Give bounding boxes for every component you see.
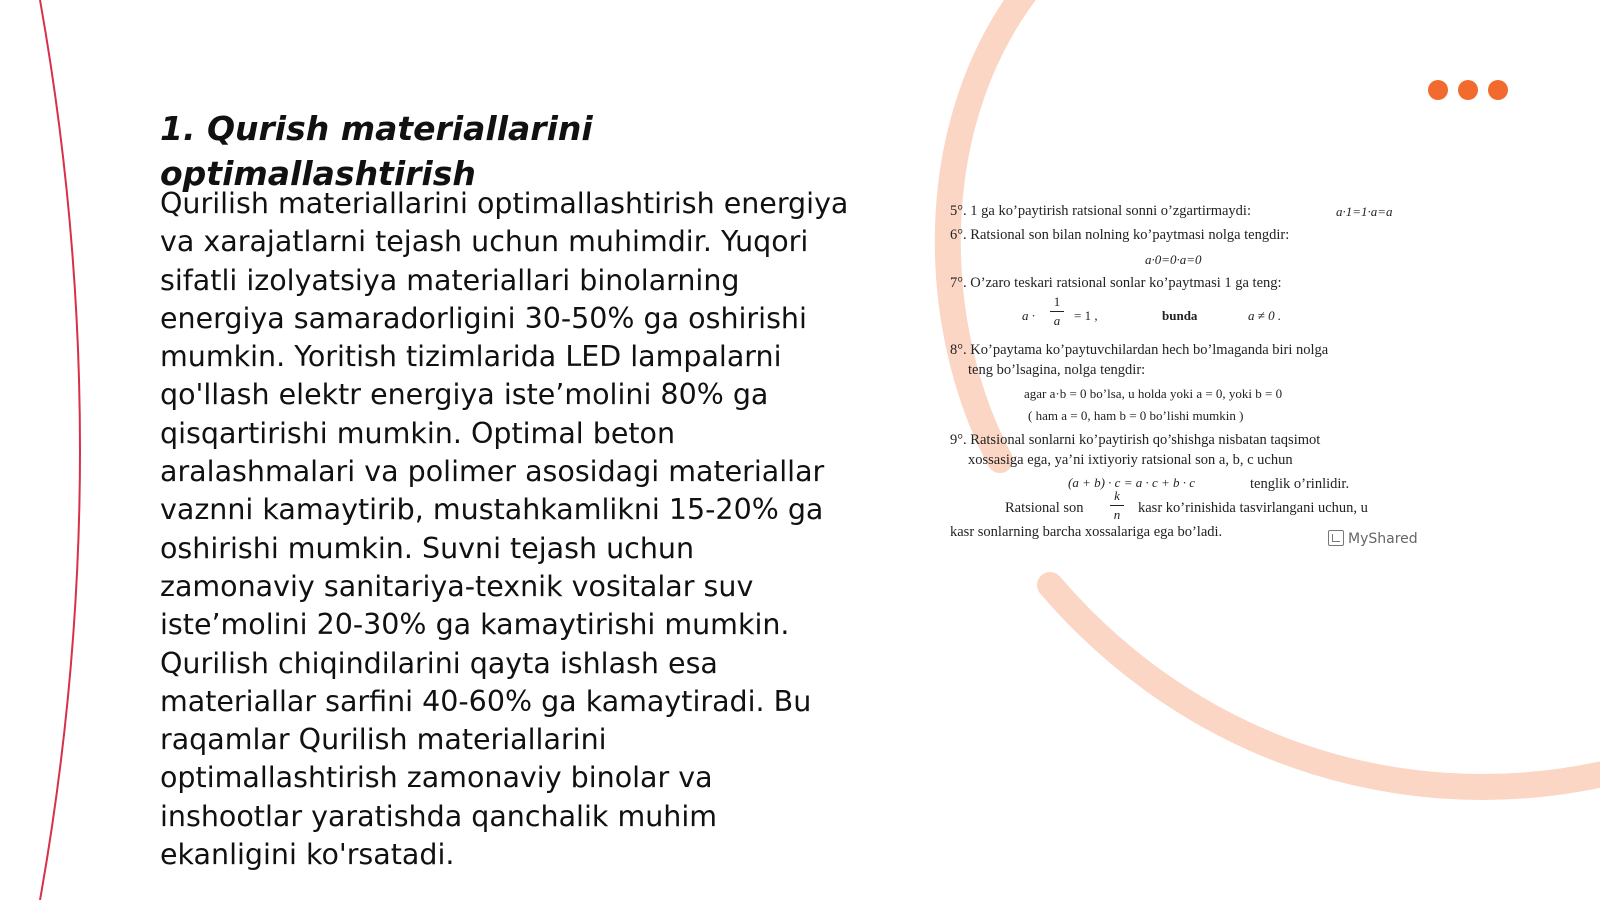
fraction-bar (1050, 311, 1064, 312)
property-8-formula-line1: agar a·b = 0 bo’lsa, u holda yoki a = 0, yoki b = 0 (1024, 386, 1283, 401)
fraction-denominator: n (1113, 507, 1121, 522)
dot-icon (1488, 80, 1508, 100)
fraction-numerator: 1 (1053, 294, 1061, 309)
property-8-text-line2: teng bo’lsagina, nolga tengdir: (968, 362, 1146, 378)
myshared-logo-icon (1328, 530, 1344, 546)
property-6-formula: a·0=0·a=0 (1145, 252, 1202, 267)
property-7-fraction (1050, 294, 1064, 329)
property-5-text: 5°. 1 ga ko’paytirish ratsional sonni o’zgartirmaydi: (950, 203, 1251, 219)
fraction-numerator: k (1114, 488, 1120, 503)
math-properties-image (950, 196, 1430, 566)
rational-note-end: kasr ko’rinishida tasvirlangani uchun, u (1138, 500, 1368, 516)
orange-arc-bottom (1050, 585, 1600, 787)
property-8-text-line1: 8°. Ko’paytama ko’paytuvchilardan hech bo’lmaganda biri nolga (950, 342, 1329, 358)
property-6-text: 6°. Ratsional son bilan nolning ko’paytmasi nolga tengdir: (950, 227, 1290, 243)
fraction-bar (1110, 505, 1124, 506)
property-9-text-line1: 9°. Ratsional sonlarni ko’paytirish qo’shishga nisbatan taqsimot (950, 432, 1321, 448)
property-7-formula-equals: = 1 , (1074, 308, 1098, 323)
fraction-denominator: a (1053, 313, 1061, 328)
rational-note-fraction (1110, 488, 1124, 523)
watermark-text: MyShared (1348, 531, 1418, 547)
dot-icon (1458, 80, 1478, 100)
property-7-text: 7°. O’zaro teskari ratsional sonlar ko’paytmasi 1 ga teng: (950, 275, 1282, 291)
property-7-formula-left: a · (1022, 308, 1035, 323)
left-red-curve (40, 0, 80, 900)
property-9-formula: (a + b) · c = a · c + b · c (1068, 475, 1196, 490)
property-7-bunda: bunda (1162, 308, 1198, 323)
property-7-condition: a ≠ 0 . (1248, 308, 1282, 323)
property-9-tenglik: tenglik o’rinlidir. (1250, 476, 1350, 492)
slide-body-text: Qurilish materiallarini optimallashtirish energiya va xarajatlarni tejash uchun muhimdir. Yuqori sifatli izolyatsiya materiallari binolarning energiya samaradorligini 30-50% ga oshirishi mumkin. Yoritish tizimlarida LED lampalarni qo'llash elektr energiya iste’molini 80% ga qisqartirishi mumkin. Optimal beton aralashmalari va polimer asosidagi materiallar vaznni kamaytirib, mustahkamlikni 15-20% ga oshirishi mumkin. Suvni tejash uchun zamonaviy sanitariya-texnik vositalar suv iste’molini 20-30% ga kamaytirishi mumkin. Qurilish chiqindilarini qayta ishlash esa materiallar sarfini 40-60% ga kamaytiradi. Bu raqamlar Qurilish materiallarini optimallashtirish zamonaviy binolar va inshootlar yaratishda qanchalik muhim ekanligini ko'rsatadi. (160, 187, 849, 872)
rational-note-line2: kasr sonlarning barcha xossalariga ega bo’ladi. (950, 524, 1223, 540)
property-9-text-line2: xossasiga ega, ya’ni ixtiyoriy ratsional son a, b, c uchun (968, 452, 1293, 468)
myshared-watermark (1328, 530, 1418, 547)
property-8-formula-line2: ( ham a = 0, ham b = 0 bo’lishi mumkin ) (1028, 408, 1244, 423)
three-dots-icon (1428, 80, 1508, 100)
property-5-formula: a·1=1·a=a (1336, 204, 1393, 219)
rational-note-start: Ratsional son (1005, 500, 1084, 516)
slide-title: 1. Qurish materiallarini optimallashtirish (160, 109, 593, 193)
dot-icon (1428, 80, 1448, 100)
